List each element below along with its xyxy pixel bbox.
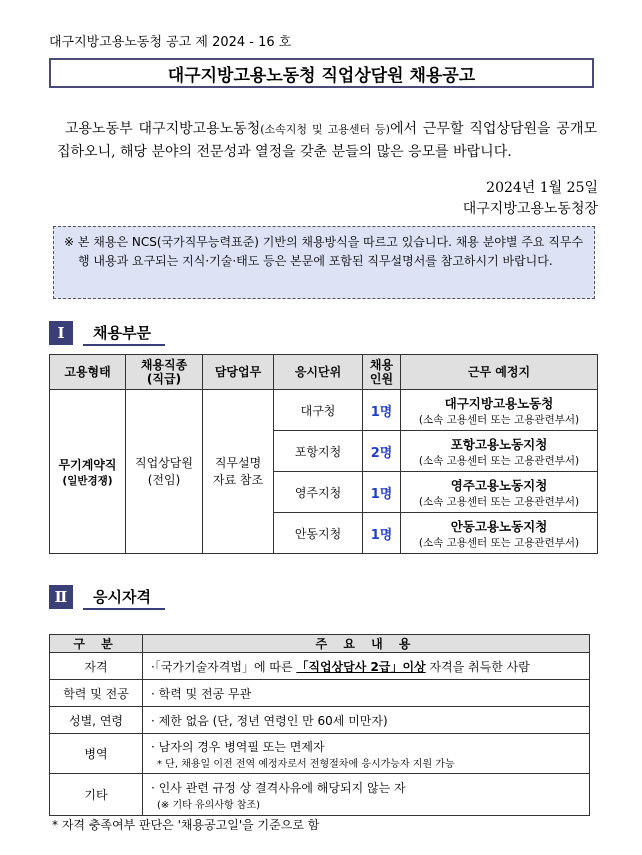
col-count: 채용 인원 [363, 355, 401, 390]
recruitment-table [49, 354, 598, 554]
table-row [50, 707, 590, 734]
workplace-cell [401, 513, 598, 554]
license-post: 자격을 취득한 사람 [425, 659, 530, 674]
workplace-cell [401, 431, 598, 472]
qual-value [143, 774, 590, 816]
col-workplace: 근무 예정지 [401, 355, 598, 390]
section2-title: 응시자격 [83, 584, 165, 610]
qual-value: · 학력 및 전공 무관 [143, 680, 590, 707]
other-value: · 인사 관련 규정 상 결격사유에 해당되지 않는 자 [151, 780, 406, 795]
count-cell: 2명 [363, 431, 401, 472]
workplace-name: 포항고용노동지청 [450, 436, 548, 452]
workplace-sub: (소속 고용센터 또는 고용관련부서) [418, 536, 580, 549]
military-value: · 남자의 경우 병역필 또는 면제자 [151, 739, 325, 754]
qual-value [143, 734, 590, 774]
section1-title: 채용부문 [83, 320, 165, 346]
ncs-note-text: ※ 본 채용은 NCS(국가직무능력표준) 기반의 채용방식을 따르고 있습니다. 채용 분야별 주요 직무수행 내용과 요구되는 지식·기술·태도 등은 본문에 포함된 직무설명서를 참고하시기 바랍니다. [64, 235, 584, 268]
table-row [50, 653, 590, 680]
workplace-cell [401, 390, 598, 431]
license-pre: ·「국가기술자격법」에 따른 [151, 659, 297, 674]
intro-part1: 고용노동부 대구지방고용노동청 [65, 121, 261, 137]
unit-cell: 포항지청 [274, 431, 363, 472]
col-unit: 응시단위 [274, 355, 363, 390]
section1-number: Ⅰ [49, 321, 73, 345]
qual-value [143, 653, 590, 680]
qual-key: 기타 [50, 774, 143, 816]
qualification-table [49, 634, 590, 816]
workplace-name: 안동고용노동지청 [450, 518, 548, 534]
workplace-name: 대구지방고용노동청 [444, 395, 554, 411]
table-row [50, 734, 590, 774]
issuer: 대구지방고용노동청장 [462, 201, 598, 217]
workplace-sub: (소속 고용센터 또는 고용관련부서) [418, 413, 580, 426]
table-row [50, 680, 590, 707]
section2-header [49, 584, 165, 610]
intro-paragraph [57, 118, 597, 164]
qual-key: 성별, 연령 [50, 707, 143, 734]
license-strong: 「직업상담사 2급」이상 [296, 659, 426, 674]
intro-part2: (소속지청 및 고용센터 등) [260, 123, 390, 136]
col-employment-type: 고용형태 [50, 355, 126, 390]
intro-part3: 에서 근무할 직업상담원을 공개모집하오니, 해당 분야의 전문성과 열정을 갖춘 분들의 많은 응모를 바랍니다. [57, 121, 597, 160]
workplace-name: 영주고용노동지청 [450, 477, 548, 493]
col-category: 구 분 [50, 635, 143, 653]
recruitment-header-row [50, 355, 598, 390]
count-cell: 1명 [363, 390, 401, 431]
col-content: 주 요 내 용 [143, 635, 590, 653]
section1-header [49, 320, 165, 346]
qual-key: 자격 [50, 653, 143, 680]
other-sub: (※ 기타 유의사항 참조) [157, 799, 260, 811]
unit-cell: 영주지청 [274, 472, 363, 513]
qual-value: · 제한 없음 (단, 정년 연령인 만 60세 미만자) [143, 707, 590, 734]
duty-cell: 직무설명 자료 참조 [203, 390, 274, 554]
employment-sub: (일반경쟁) [62, 474, 113, 487]
col-job-type: 채용직종 (직급) [126, 355, 203, 390]
workplace-sub: (소속 고용센터 또는 고용관련부서) [418, 454, 580, 467]
notice-date: 2024년 1월 25일 [486, 180, 598, 196]
military-sub: * 단, 채용일 이전 전역 예정자로서 전형절차에 응시가능자 지원 가능 [157, 758, 455, 770]
job-type-cell: 직업상담원 (전임) [126, 390, 203, 554]
section2-number: Ⅱ [49, 585, 73, 609]
workplace-sub: (소속 고용센터 또는 고용관련부서) [418, 495, 580, 508]
workplace-cell [401, 472, 598, 513]
count-cell: 1명 [363, 513, 401, 554]
table-row [50, 390, 598, 431]
footnote: * 자격 충족여부 판단은 '채용공고일'을 기준으로 함 [52, 818, 320, 832]
unit-cell: 안동지청 [274, 513, 363, 554]
qual-key: 학력 및 전공 [50, 680, 143, 707]
notice-number: 대구지방고용노동청 공고 제 2024 - 16 호 [49, 35, 292, 50]
employment-type-cell [50, 390, 126, 554]
col-duty: 담당업무 [203, 355, 274, 390]
qualification-header-row [50, 635, 590, 653]
ncs-note-box [53, 226, 595, 299]
table-row [50, 774, 590, 816]
count-cell: 1명 [363, 472, 401, 513]
page-title: 대구지방고용노동청 직업상담원 채용공고 [49, 58, 594, 88]
qual-key: 병역 [50, 734, 143, 774]
employment-type: 무기계약직 [58, 457, 117, 472]
unit-cell: 대구청 [274, 390, 363, 431]
